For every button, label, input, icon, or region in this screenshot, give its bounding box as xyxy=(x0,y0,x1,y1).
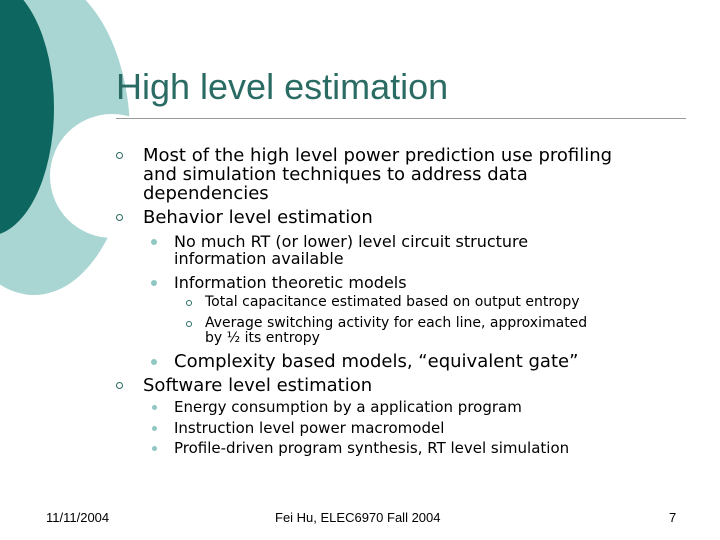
ring-bullet-icon xyxy=(186,321,192,327)
dot-bullet-icon xyxy=(151,239,157,245)
bullet-2-sub-2: Information theoretic models xyxy=(174,273,407,292)
dot-bullet-icon xyxy=(152,405,157,410)
bullet-2-text: Behavior level estimation xyxy=(143,207,373,228)
ring-bullet-icon xyxy=(116,214,123,221)
bullet-2-sub-1-line-1: No much RT (or lower) level circuit structure xyxy=(174,232,529,251)
bullet-2-sub-1-line-2: information available xyxy=(174,249,344,268)
bullet-1-text xyxy=(143,146,612,203)
bullet-2-sub-2-sub-1: Total capacitance estimated based on output entropy xyxy=(205,294,580,310)
footer-center-text: Fei Hu, ELEC6970 Fall 2004 xyxy=(275,510,441,525)
dot-bullet-icon xyxy=(151,280,157,286)
slide-title: High level estimation xyxy=(116,66,449,107)
bullet-3-sub-1: Energy consumption by a application program xyxy=(174,398,522,416)
bullet-1-line-2: and simulation techniques to address data xyxy=(143,164,528,185)
ring-bullet-icon xyxy=(116,382,123,389)
bullet-1-line-1: Most of the high level power prediction use profiling xyxy=(143,145,613,166)
dot-bullet-icon xyxy=(152,426,157,431)
slide-number: 7 xyxy=(669,510,677,525)
bullet-2-sub-2-sub-2 xyxy=(205,316,587,346)
bullet-1-line-3: dependencies xyxy=(143,183,269,204)
bullet-3-sub-2: Instruction level power macromodel xyxy=(174,419,445,437)
bullet-3-sub-3: Profile-driven program synthesis, RT level simulation xyxy=(174,439,570,457)
footer-date: 11/11/2004 xyxy=(46,510,110,525)
ring-bullet-icon xyxy=(186,300,192,306)
dot-bullet-icon xyxy=(152,446,157,451)
bullet-2-sub-2-sub-2-line-1: Average switching activity for each line, approximated xyxy=(205,315,588,331)
bullet-3-text: Software level estimation xyxy=(143,375,373,396)
dot-bullet-icon xyxy=(151,359,157,365)
bullet-2-sub-3: Complexity based models, “equivalent gate” xyxy=(174,351,579,372)
ring-bullet-icon xyxy=(116,152,123,159)
bullet-2-sub-2-sub-2-line-2: by ½ its entropy xyxy=(205,330,320,346)
bullet-2-sub-1 xyxy=(174,233,528,267)
